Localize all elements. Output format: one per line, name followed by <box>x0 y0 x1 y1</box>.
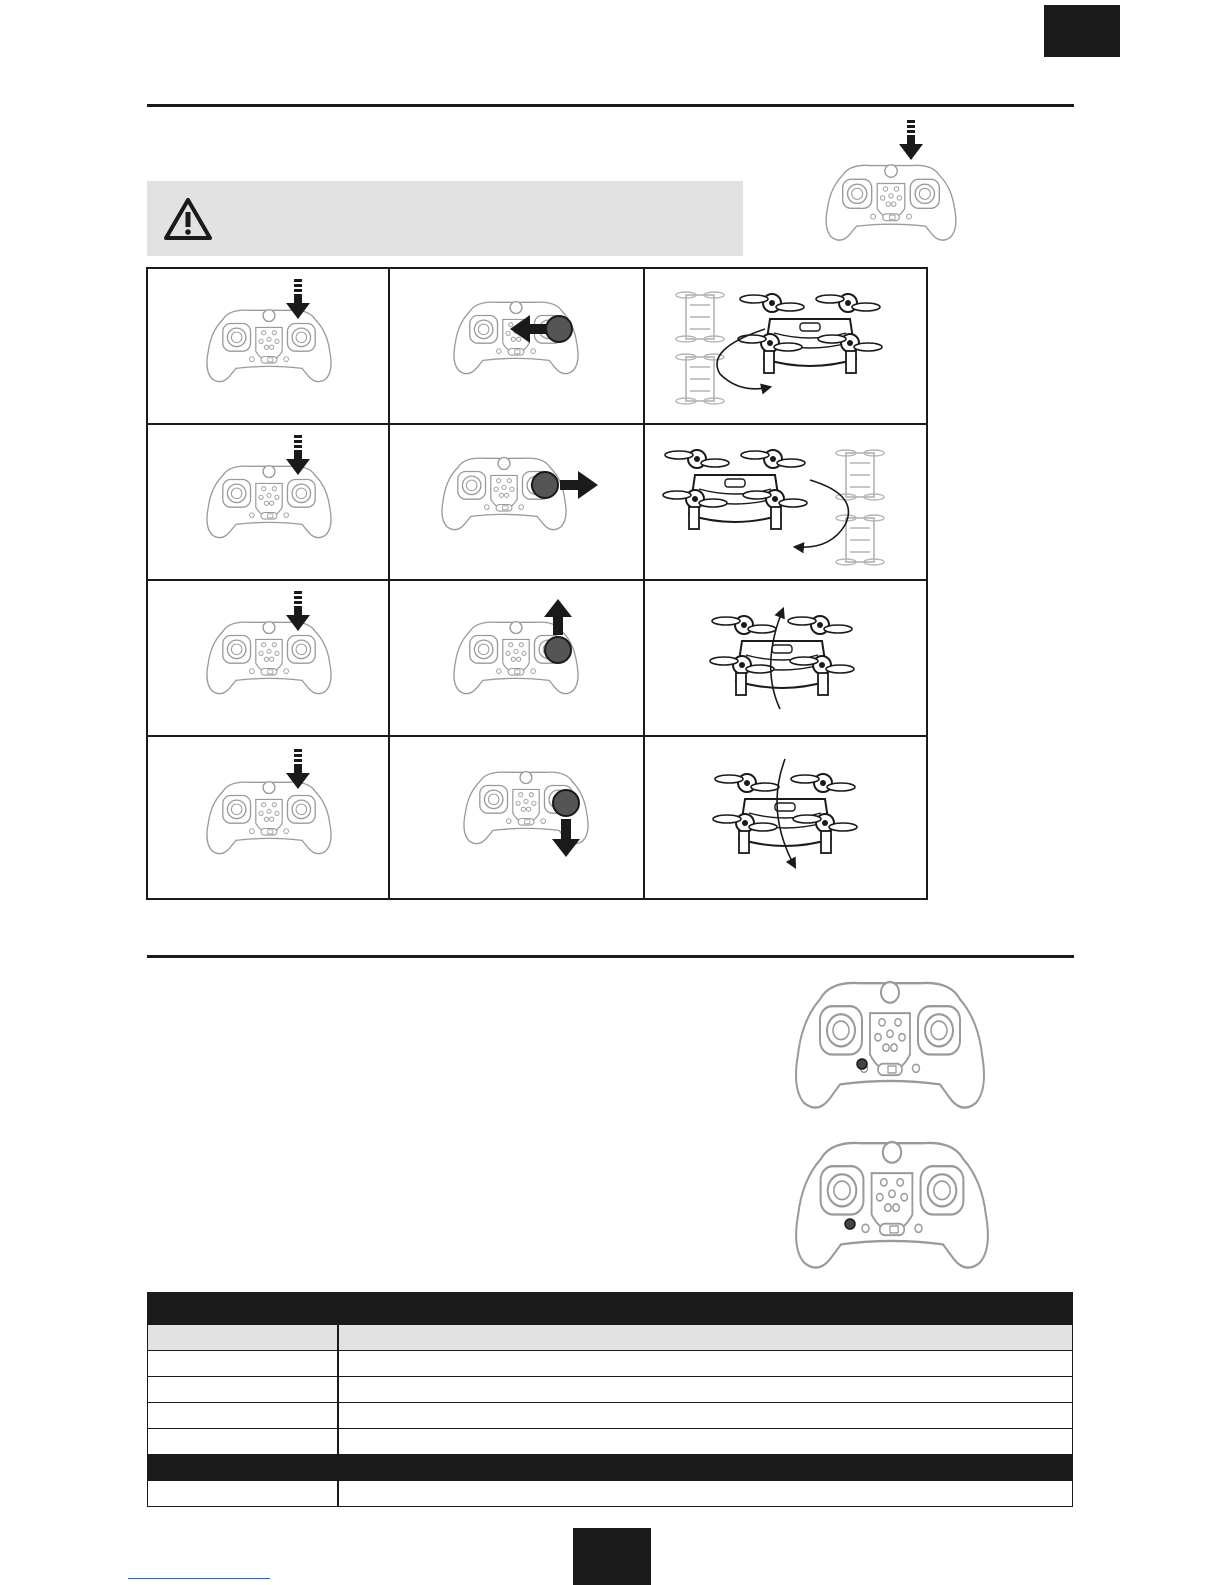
flip-left-step2 <box>390 269 643 423</box>
arrow-right-icon <box>560 471 598 499</box>
table-cell <box>338 1429 1073 1455</box>
flip-right-step2 <box>390 425 643 579</box>
flip-right-step1 <box>148 425 388 579</box>
table-cell <box>148 1481 338 1507</box>
flip-backward-result <box>645 737 926 898</box>
table-header-row <box>148 1293 1073 1325</box>
table-subheader-row <box>148 1325 1073 1351</box>
table-cell <box>148 1429 338 1455</box>
flip-instruction-grid <box>146 267 928 900</box>
table-cell <box>148 1351 338 1377</box>
table-cell <box>338 1377 1073 1403</box>
table-row <box>148 1481 1073 1507</box>
flip-forward-step2 <box>390 581 643 735</box>
table-cell <box>148 1403 338 1429</box>
flip-left-step1 <box>148 269 388 423</box>
table-cell <box>338 1481 1073 1507</box>
table-header-cell <box>148 1455 338 1481</box>
warning-triangle-icon <box>163 197 213 241</box>
controller-flip-button-icon <box>820 118 960 258</box>
table-section-header-row <box>148 1455 1073 1481</box>
flip-right-result <box>645 425 926 579</box>
table-cell <box>338 1325 1073 1351</box>
footer-link[interactable] <box>128 1578 270 1579</box>
table-row <box>148 1403 1073 1429</box>
table-cell <box>338 1351 1073 1377</box>
table-header-cell <box>148 1293 338 1325</box>
section-divider-flips <box>147 104 1074 107</box>
table-row <box>148 1377 1073 1403</box>
table-row <box>148 1351 1073 1377</box>
flip-forward-result <box>645 581 926 735</box>
flip-left-result <box>645 269 926 423</box>
controller-light-button-icon <box>788 970 993 1120</box>
flip-backward-step1 <box>148 737 388 898</box>
flip-forward-step1 <box>148 581 388 735</box>
controller-mode-button-icon <box>788 1130 998 1280</box>
table-header-cell <box>338 1455 1073 1481</box>
section-divider-lights <box>147 955 1074 958</box>
table-cell <box>148 1377 338 1403</box>
table-cell <box>148 1325 338 1351</box>
table-header-cell <box>338 1293 1073 1325</box>
table-cell <box>338 1403 1073 1429</box>
page-number-tab <box>573 1528 651 1585</box>
flip-backward-step2 <box>390 737 643 898</box>
warning-panel <box>147 181 743 256</box>
language-tab <box>1044 5 1120 57</box>
specifications-table <box>147 1292 1073 1507</box>
table-row <box>148 1429 1073 1455</box>
